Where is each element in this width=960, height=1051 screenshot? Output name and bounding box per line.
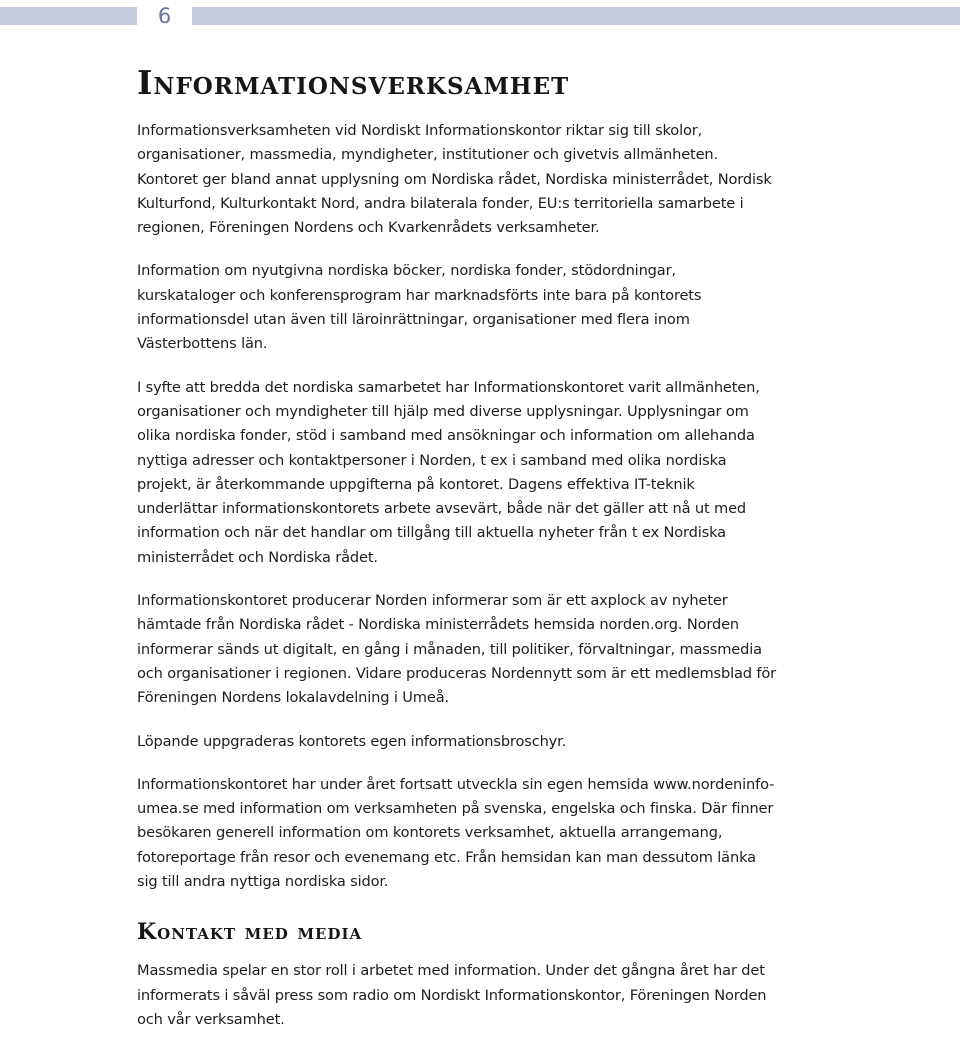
header-bar-right <box>192 7 960 25</box>
paragraph: Informationsverksamheten vid Nordiskt Informationskontor riktar sig till skolor, organisationer, massmedia, myndigheter, institutioner och givetvis allmänheten. Kontoret ger bland annat upplysning om Nordiska rådet, Nordiska ministerrådet, Nordisk Kulturfond, Kulturkontakt Nord, andra bilaterala fonder, EU:s territoriella samarbete i regionen, Föreningen Nordens och Kvarkenrådets verksamheter. <box>137 122 772 237</box>
paragraph: Löpande uppgraderas kontorets egen informationsbroschyr. <box>137 732 567 750</box>
page-content <box>137 63 777 1051</box>
header-bar-left <box>0 7 137 25</box>
paragraph: Informationskontoret har under året fortsatt utveckla sin egen hemsida www.nordeninfo-umea.se med information om verksamheten på svenska, engelska och finska. Där finner besökaren generell information om kontorets verksamhet, aktuella arrangemang, fotoreportage från resor och evenemang etc. Från hemsidan kan man dessutom länka sig till andra nyttiga nordiska sidor. <box>137 775 775 891</box>
paragraph: I syfte att bredda det nordiska samarbetet har Informationskontoret varit allmänheten, organisationer och myndigheter till hjälp med diverse upplysningar. Upplysningar om olika nordiska fonder, stöd i samband med ansökningar och information om allehanda nyttiga adresser och kontaktpersoner i Norden, t ex i samband med olika nordiska projekt, är återkommande uppgifterna på kontoret. Dagens effektiva IT-teknik underlättar informationskontorets arbete avsevärt, både när det gäller att nå ut med information och när det handlar om tillgång till aktuella nyheter från t ex Nordiska ministerrådet och Nordiska rådet. <box>137 378 760 566</box>
paragraph: Information om nyutgivna nordiska böcker, nordiska fonder, stödordningar, kurskataloger och konferensprogram har marknadsförts inte bara på kontorets informationsdel utan även till läroinrättningar, organisationer med flera inom Västerbottens län. <box>137 262 702 353</box>
section-heading-kontakt-med-media: Kontakt med media <box>137 919 363 946</box>
paragraph: Massmedia spelar en stor roll i arbetet med information. Under det gångna året har det informerats i såväl press som radio om Nordiskt Informationskontor, Föreningen Norden och vår verksamhet. <box>137 962 767 1028</box>
section-heading-informationsverksamhet: Informationsverksamhet <box>137 63 570 102</box>
paragraph: Informationskontoret producerar Norden informerar som är ett axplock av nyheter hämtade från Nordiska rådet - Nordiska ministerrådets hemsida norden.org. Norden informerar sänds ut digitalt, en gång i månaden, till politiker, förvaltningar, massmedia och organisationer i regionen. Vidare produceras Nordennytt som är ett medlemsblad för Föreningen Nordens lokalavdelning i Umeå. <box>137 592 777 707</box>
page-number: 6 <box>157 4 172 28</box>
